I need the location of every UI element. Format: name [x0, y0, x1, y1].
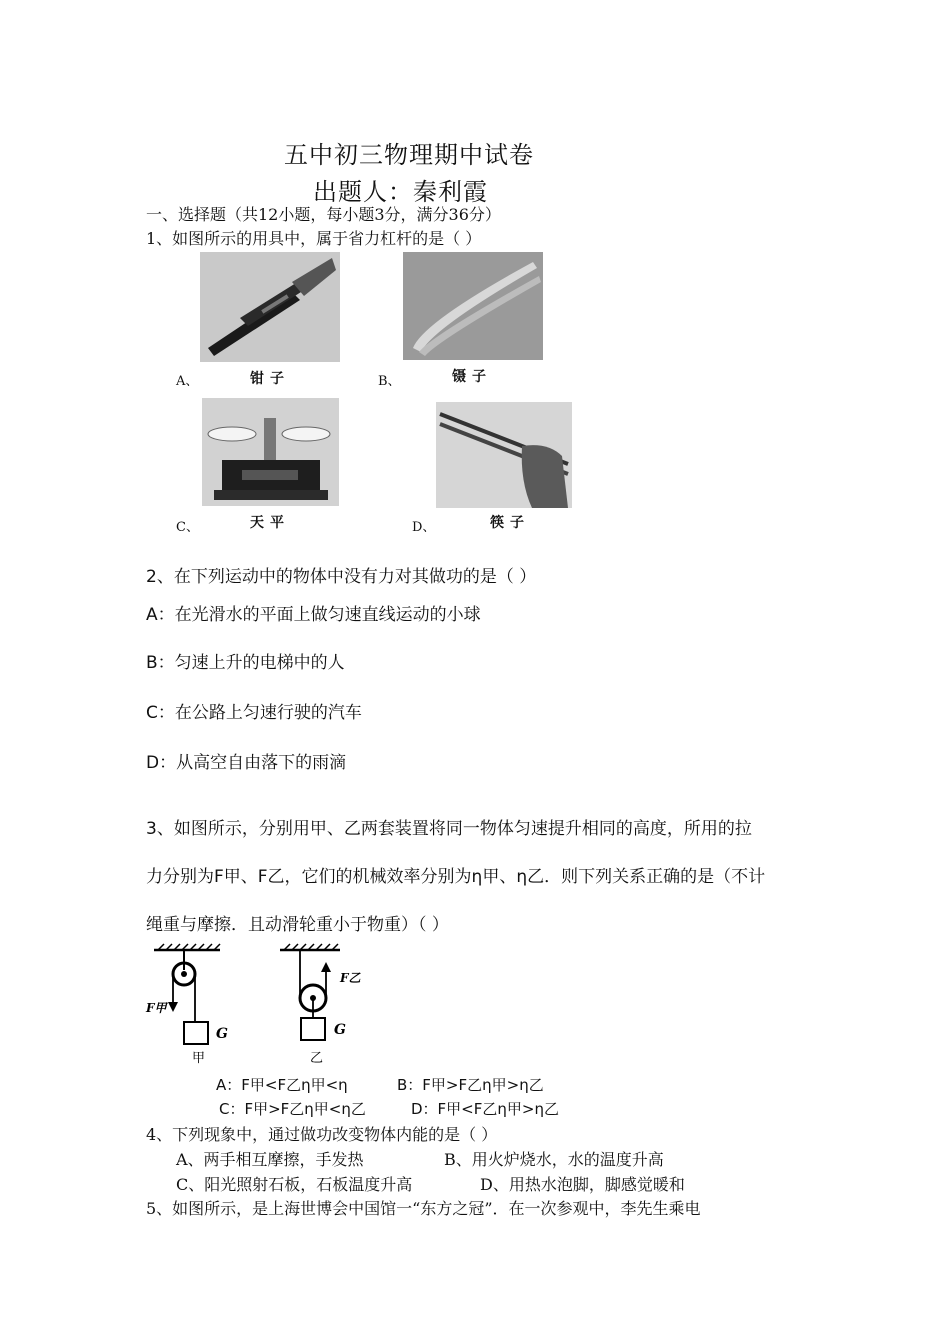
q3-option-a: A：F甲<F乙η甲<η [216, 1076, 348, 1094]
q2-option-c: C：在公路上匀速行驶的汽车 [146, 703, 362, 723]
chopsticks-image [436, 402, 572, 508]
left-setup-label: 甲 [192, 1051, 206, 1066]
q3-option-c: C：F甲>F乙η甲<η乙 [219, 1100, 366, 1118]
q1-option-d-letter: D、 [412, 520, 436, 535]
section-heading: 一、选择题（共12小题，每小题3分，满分36分） [146, 205, 501, 224]
q4-option-a: A、两手相互摩擦，手发热 [176, 1150, 364, 1169]
q1-option-b-caption: 镊子 [452, 369, 492, 385]
pliers-image [200, 252, 340, 362]
q4-option-b: B、用火炉烧水，水的温度升高 [444, 1150, 664, 1169]
left-force-label: F甲 [146, 1001, 167, 1015]
q1-option-c-letter: C、 [176, 520, 199, 535]
balance-image [202, 398, 339, 506]
q4-option-c: C、阳光照射石板，石板温度升高 [176, 1175, 413, 1194]
q1-stem: 1、如图所示的用具中，属于省力杠杆的是（ ） [146, 229, 482, 248]
q1-option-a-letter: A、 [176, 374, 199, 389]
q2-option-b: B：匀速上升的电梯中的人 [146, 653, 345, 673]
left-load-label: G [216, 1026, 228, 1042]
q3-line1: 3、如图所示，分别用甲、乙两套装置将同一物体匀速提升相同的高度，所用的拉 [146, 819, 752, 839]
q1-option-d-caption: 筷子 [490, 515, 530, 531]
q5-stem: 5、如图所示，是上海世博会中国馆一“东方之冠”．在一次参观中，李先生乘电 [146, 1199, 701, 1218]
q3-line2: 力分别为F甲、F乙，它们的机械效率分别为η甲、η乙．则下列关系正确的是（不计 [146, 867, 766, 887]
q1-option-a-caption: 钳子 [250, 371, 290, 387]
q3-option-b: B：F甲>F乙η甲>η乙 [397, 1076, 544, 1094]
q4-stem: 4、下列现象中，通过做功改变物体内能的是（ ） [146, 1125, 498, 1144]
right-force-label: F乙 [340, 971, 361, 985]
q3-line3: 绳重与摩擦．且动滑轮重小于物重）（ ） [146, 915, 449, 935]
q4-option-d: D、用热水泡脚，脚感觉暖和 [480, 1175, 685, 1194]
page-title: 五中初三物理期中试卷 [284, 141, 534, 169]
q1-option-c-caption: 天平 [250, 515, 290, 531]
pulley-diagram [140, 942, 390, 1072]
author-line: 出题人：秦利霞 [313, 178, 488, 206]
right-load-label: G [334, 1022, 346, 1038]
q2-option-a: A：在光滑水的平面上做匀速直线运动的小球 [146, 605, 481, 625]
right-setup-label: 乙 [310, 1051, 324, 1066]
q2-stem: 2、在下列运动中的物体中没有力对其做功的是（ ） [146, 567, 537, 587]
q3-option-d: D：F甲<F乙η甲>η乙 [411, 1100, 559, 1118]
tweezers-image [403, 252, 543, 360]
q2-option-d: D：从高空自由落下的雨滴 [146, 753, 347, 773]
q1-option-b-letter: B、 [378, 374, 401, 389]
